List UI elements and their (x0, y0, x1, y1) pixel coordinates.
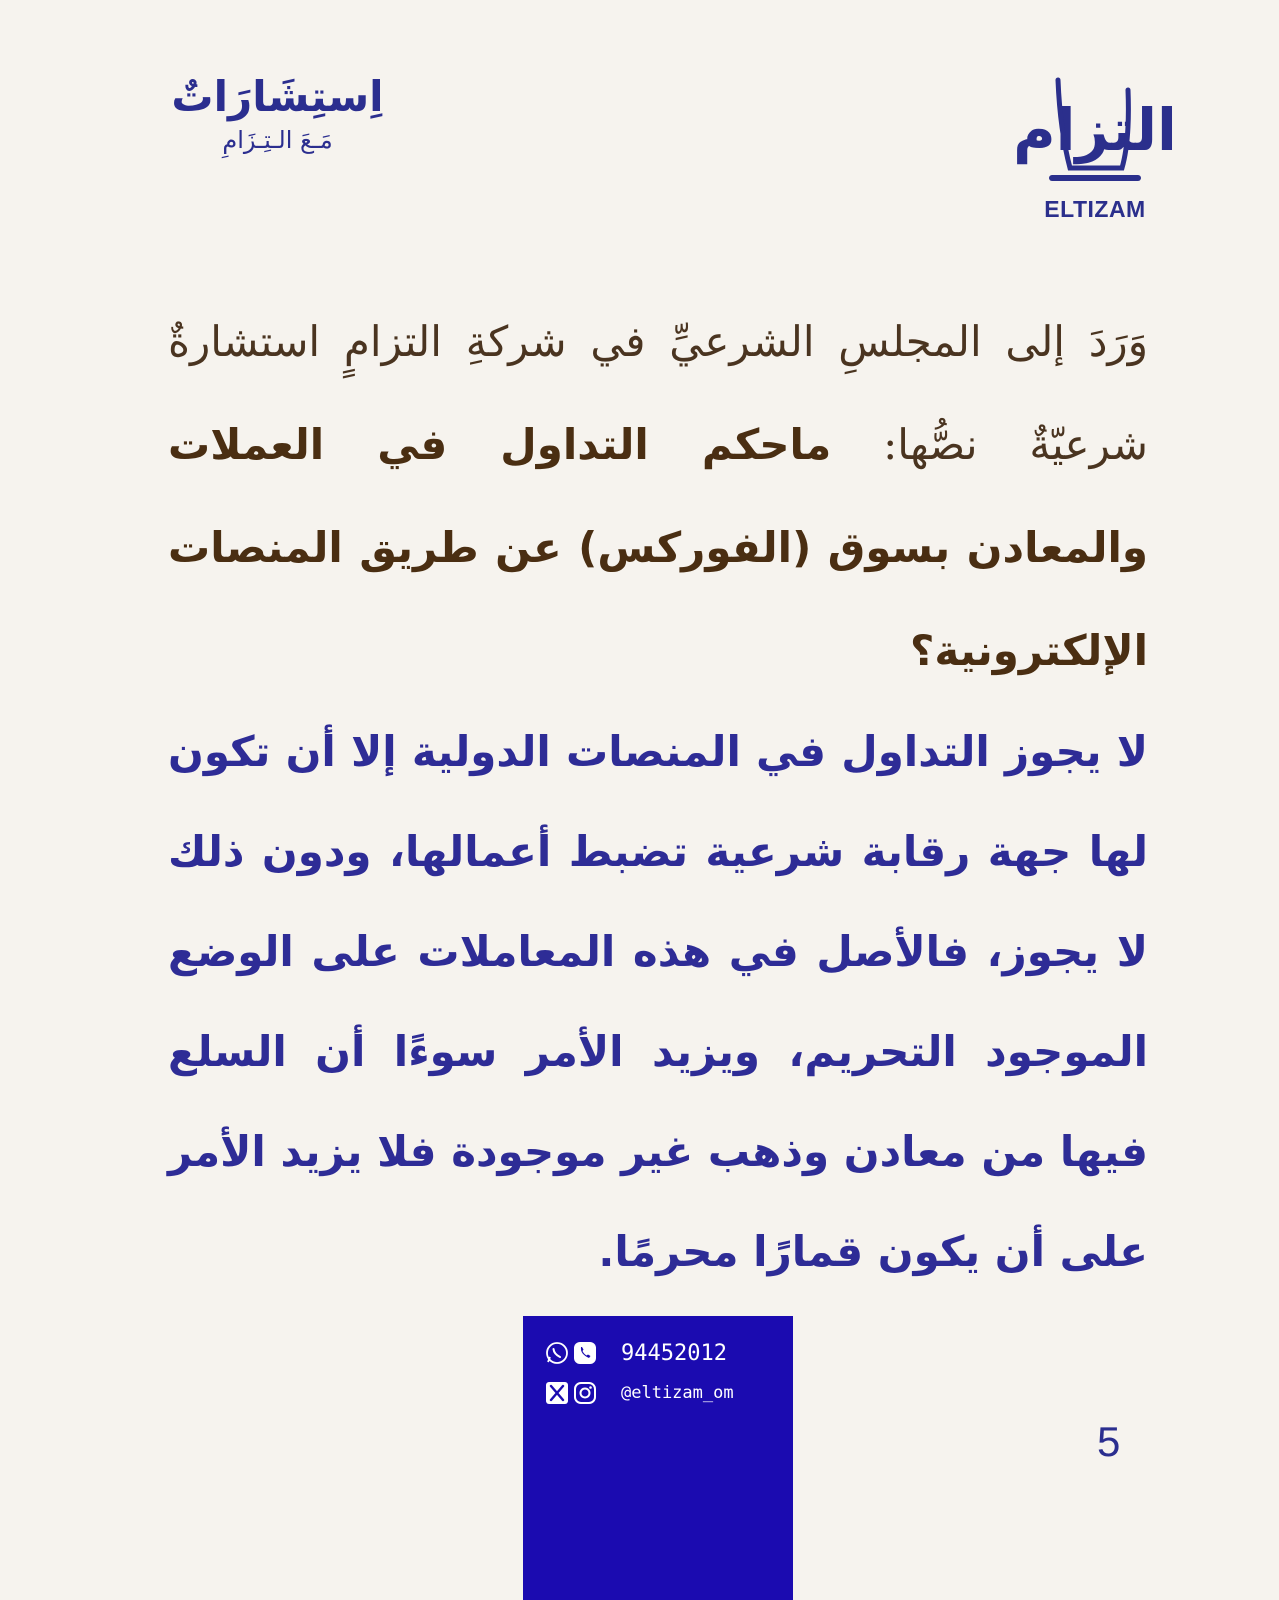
whatsapp-icon (545, 1341, 569, 1365)
series-title: اِستِشَارَاتٌ (171, 72, 384, 121)
answer-paragraph: لا يجوز التداول في المنصات الدولية إلا أن تكون لها جهة رقابة شرعية تضبط أعمالها، ودون ذلك لا يجوز، فالأصل في هذه المعاملات على الوضع الموجود التحريم، ويزيد الأمر سوءًا أن السلع فيها من معادن وذهب غير موجودة فلا يزيد الأمر على أن يكون قمارًا محرمًا. (168, 727, 1148, 1276)
question-text: ماحكم التداول في العملات والمعادن بسوق (الفوركس) عن طريق المنصات الإلكترونية؟ (168, 420, 1148, 675)
phone-number: 94452012 (621, 1340, 727, 1366)
logo-word: ELTIZAM (1044, 196, 1146, 222)
eltizam-logo (1013, 50, 1177, 225)
series-logo (165, 70, 390, 190)
eltizam-logo-art (1013, 50, 1177, 195)
intro-text: وَرَدَ إلى المجلسِ الشرعيِّ في شركةِ التزامٍ استشارةٌ شرعيّةٌ نصُّها: (168, 317, 1148, 469)
intro-paragraph (168, 290, 1148, 702)
series-subtitle: مَـعَ الـتِـزَامِ (222, 125, 333, 154)
phone-icon (573, 1341, 597, 1365)
contact-social-row (545, 1378, 734, 1408)
instagram-icon (573, 1381, 597, 1405)
contact-phone-row (545, 1338, 727, 1368)
contact-box (523, 1316, 793, 1600)
consultation-content (168, 290, 1148, 1302)
page-number: 5 (1097, 1418, 1121, 1465)
social-handle: @eltizam_om (621, 1383, 734, 1403)
x-icon (545, 1381, 569, 1405)
logo-arabic-lettering: التزام (1013, 96, 1177, 164)
